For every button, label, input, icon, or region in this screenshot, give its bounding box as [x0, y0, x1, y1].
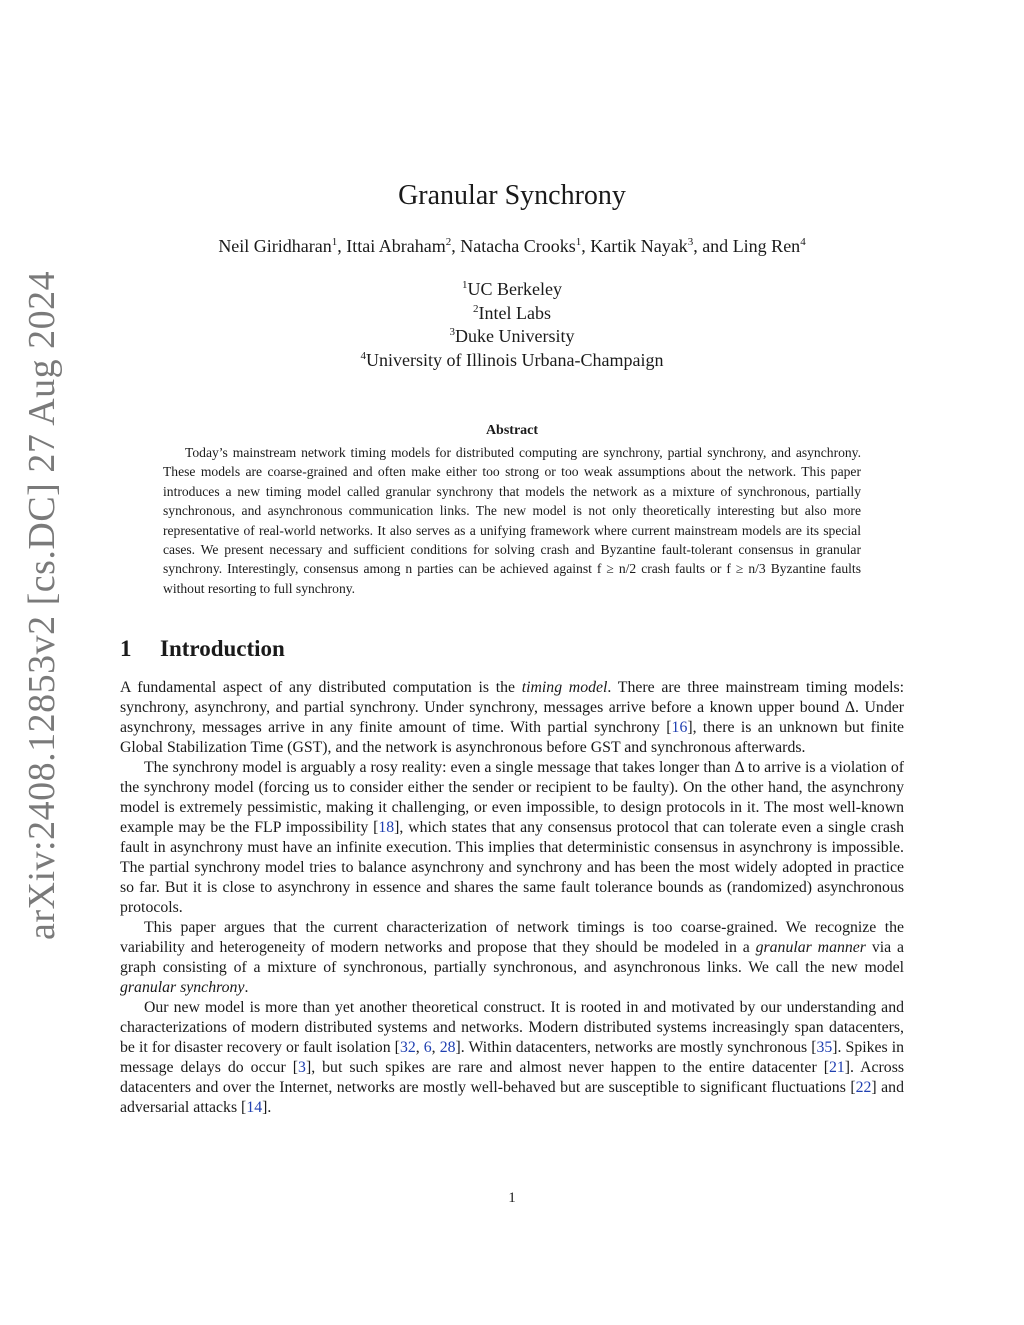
- introduction-body: [120, 678, 904, 1118]
- paragraph-text: ] and adversarial attacks [: [120, 1079, 904, 1116]
- affiliation-number: 3: [449, 326, 455, 338]
- abstract-text: Today’s mainstream network timing models for distributed computing are synchrony, partial synchrony, and asynchrony. These models are coarse-grained and often make either too strong or too weak assumptions about the network. This paper introduces a new timing model called granular synchrony that models the network as a mixture of synchronous, partially synchronous, and asynchronous communication links. The new model is not only theoretically interesting but also more representative of real-world networks. It also serves as a unifying framework where current mainstream models are its special cases. We present necessary and sufficient conditions for solving crash and Byzantine fault-tolerant consensus in granular synchrony. Interestingly, consensus among n parties can be achieved against f ≥ n/2 crash faults or f ≥ n/3 Byzantine faults without resorting to full synchrony.: [163, 445, 861, 596]
- paragraph-text: ,: [415, 1039, 424, 1056]
- citation-link[interactable]: 32: [399, 1039, 416, 1056]
- author: [218, 236, 337, 256]
- author-name: Kartik Nayak: [590, 236, 688, 256]
- author: [460, 236, 581, 256]
- citation-link[interactable]: 3: [298, 1059, 306, 1076]
- citation-link[interactable]: 28: [439, 1039, 456, 1056]
- citation-link[interactable]: 16: [671, 719, 688, 736]
- body-paragraph: [120, 678, 904, 758]
- body-paragraph: [120, 998, 904, 1118]
- author-affiliation-mark: 2: [445, 236, 452, 248]
- author-list: [0, 236, 1024, 257]
- paper-title: Granular Synchrony: [398, 180, 626, 211]
- abstract-heading: Abstract: [485, 423, 539, 438]
- author: [733, 236, 806, 256]
- citation-link[interactable]: 6: [423, 1039, 432, 1056]
- paragraph-text: . There are three mainstream timing models: synchrony, asynchrony, and partial synchrony. Under synchrony, messages arrive before a known upper bound Δ. Under asynchrony, messages arrive in any finite amount of time. With partial synchrony [: [120, 679, 905, 736]
- paragraph-text: .: [244, 979, 249, 996]
- paragraph-text: ]. Spikes in message delays do occur [: [120, 1039, 905, 1076]
- author-name: Natacha Crooks: [460, 236, 576, 256]
- paragraph-text: ]. Within datacenters, networks are mostly synchronous [: [455, 1039, 817, 1056]
- author-affiliation-mark: 1: [331, 236, 338, 248]
- paragraph-text: A fundamental aspect of any distributed computation is the: [120, 679, 522, 696]
- paragraph-text: ], which states that any consensus protocol that can tolerate even a single crash fault in asynchrony must have an infinite execution. This implies that deterministic consensus in asynchrony is impossible. The partial synchrony model tries to balance asynchrony and synchrony and has been the most widely adopted in practice so far. But it is close to asynchrony in essence and shares the same fault tolerance bounds as (randomized) asynchronous protocols.: [120, 819, 904, 916]
- section-heading: [120, 636, 285, 662]
- affiliation-name: University of Illinois Urbana-Champaign: [366, 349, 664, 370]
- paragraph-text: This paper argues that the current characterization of network timings is too coarse-grained. We recognize the variability and heterogeneity of modern networks and propose that they should be modeled in a: [120, 919, 904, 956]
- author-name: Neil Giridharan: [218, 236, 332, 256]
- paragraph-text: ], there is an unknown but finite Global Stabilization Time (GST), and the network is asynchronous before GST and synchronous afterwards.: [120, 719, 904, 756]
- author-affiliation-mark: 1: [575, 236, 582, 248]
- affiliation-number: 4: [360, 349, 367, 362]
- author-separator: , and: [693, 236, 733, 256]
- affiliation: [0, 349, 1024, 373]
- affiliation-list: [0, 278, 1024, 372]
- author-separator: ,: [581, 236, 591, 256]
- paragraph-text: The synchrony model is arguably a rosy reality: even a single message that takes longer than Δ to arrive is a violation of the synchrony model (forcing us to consider either the sender or recipient to be faulty). On the other hand, the asynchrony model is extremely pessimistic, making it challenging, or even impossible, to design protocols in it. The most well-known example may be the FLP impossibility [: [120, 759, 904, 836]
- paragraph-text: ]. Across datacenters and over the Internet, networks are mostly well-behaved but are susceptible to significant fluctuations [: [120, 1059, 904, 1096]
- author-affiliation-mark: 4: [800, 236, 806, 248]
- arxiv-watermark: arXiv:2408.12853v2 [cs.DC] 27 Aug 2024: [21, 270, 63, 940]
- section-number: 1: [120, 636, 132, 661]
- citation-link[interactable]: 22: [855, 1079, 872, 1096]
- page-number: 1: [508, 1190, 516, 1206]
- affiliation: [0, 278, 1024, 302]
- author-separator: ,: [337, 236, 347, 256]
- paragraph-text: ,: [431, 1039, 440, 1056]
- paragraph-text: ].: [262, 1099, 272, 1116]
- body-paragraph: [120, 918, 904, 998]
- affiliation-name: Duke University: [455, 326, 575, 346]
- section-title: Introduction: [160, 636, 285, 661]
- affiliation-number: 1: [462, 279, 468, 291]
- paragraph-text: via a graph consisting of a mixture of synchronous, partially synchronous, and asynchronous links. We call the new model: [120, 939, 905, 976]
- author: [346, 236, 451, 256]
- author-affiliation-mark: 3: [687, 236, 694, 248]
- author-name: Ittai Abraham: [346, 236, 446, 256]
- paragraph-text: Our new model is more than yet another theoretical construct. It is rooted in and motivated by our understanding and characterizations of modern distributed systems and networks. Modern distributed systems increasingly span datacenters, be it for disaster recovery or fault isolation [: [120, 999, 904, 1056]
- author-separator: ,: [451, 236, 461, 256]
- emphasis-text: timing model: [521, 679, 608, 696]
- citation-link[interactable]: 18: [378, 819, 395, 836]
- emphasis-text: granular synchrony: [120, 979, 245, 996]
- author-name: Ling Ren: [732, 236, 801, 256]
- affiliation-name: Intel Labs: [478, 302, 551, 323]
- affiliation-number: 2: [473, 302, 479, 315]
- paragraph-text: ], but such spikes are rare and almost never happen to the entire datacenter [: [305, 1059, 829, 1076]
- emphasis-text: granular manner: [755, 939, 866, 956]
- affiliation: [0, 302, 1024, 326]
- body-paragraph: [120, 758, 904, 918]
- citation-link[interactable]: 35: [816, 1039, 833, 1056]
- affiliation: [0, 325, 1024, 349]
- citation-link[interactable]: 21: [828, 1059, 845, 1076]
- citation-link[interactable]: 14: [246, 1099, 263, 1116]
- affiliation-name: UC Berkeley: [467, 279, 562, 299]
- author: [590, 236, 693, 256]
